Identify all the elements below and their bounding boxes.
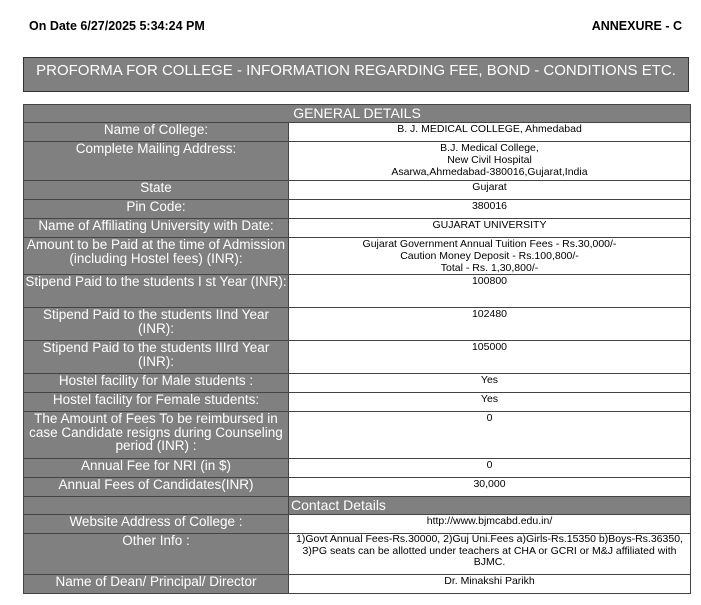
stipend-year2-value: 102480 — [289, 308, 691, 341]
table-row — [24, 515, 691, 534]
address-line: Asarwa,Ahmedabad-380016,Gujarat,India — [391, 166, 588, 178]
table-row — [24, 219, 691, 238]
state-value: Gujarat — [289, 181, 691, 200]
address-line: New Civil Hospital — [447, 154, 532, 166]
table-row — [24, 534, 691, 575]
stipend-year1-label: Stipend Paid to the students I st Year (INR): — [24, 275, 289, 308]
stipend-year3-label: Stipend Paid to the students IIIrd Year (INR): — [24, 341, 289, 374]
dean-label: Name of Dean/ Principal/ Director — [24, 575, 289, 594]
reimburse-label: The Amount of Fees To be reimbursed in case Candidate resigns during Counseling period (INR) : — [24, 412, 289, 459]
fee-line: Total - Rs. 1,30,800/- — [440, 262, 539, 274]
stipend-year3-value: 105000 — [289, 341, 691, 374]
general-details-header: GENERAL DETAILS — [24, 105, 691, 123]
stipend-year1-value: 100800 — [289, 275, 691, 308]
website-link[interactable]: http://www.bjmcabd.edu.in/ — [289, 515, 691, 534]
table-row — [24, 412, 691, 459]
hostel-male-label: Hostel facility for Male students : — [24, 374, 289, 393]
table-row — [24, 275, 691, 308]
hostel-male-value: Yes — [289, 374, 691, 393]
reimburse-value: 0 — [289, 412, 691, 459]
address-label: Complete Mailing Address: — [24, 142, 289, 181]
table-row — [24, 478, 691, 497]
table-row — [24, 393, 691, 412]
university-label: Name of Affiliating University with Date: — [24, 219, 289, 238]
hostel-female-label: Hostel facility for Female students: — [24, 393, 289, 412]
table-row — [24, 575, 691, 594]
admission-amount-label: Amount to be Paid at the time of Admission (including Hostel fees) (INR): — [24, 238, 289, 275]
dean-value: Dr. Minakshi Parikh — [289, 575, 691, 594]
annual-fee-value: 30,000 — [289, 478, 691, 497]
college-info-table — [23, 104, 691, 594]
nri-fee-label: Annual Fee for NRI (in $) — [24, 459, 289, 478]
table-row — [24, 142, 691, 181]
admission-amount-value — [289, 238, 691, 275]
report-date: On Date 6/27/2025 5:34:24 PM — [29, 19, 205, 33]
pin-code-label: Pin Code: — [24, 200, 289, 219]
hostel-female-value: Yes — [289, 393, 691, 412]
annual-fee-label: Annual Fees of Candidates(INR) — [24, 478, 289, 497]
table-row — [24, 200, 691, 219]
university-value: GUJARAT UNIVERSITY — [289, 219, 691, 238]
state-label: State — [24, 181, 289, 200]
table-row — [24, 341, 691, 374]
stipend-year2-label: Stipend Paid to the students IInd Year (INR): — [24, 308, 289, 341]
table-row — [24, 308, 691, 341]
college-name-value: B. J. MEDICAL COLLEGE, Ahmedabad — [289, 123, 691, 142]
college-name-label: Name of College: — [24, 123, 289, 142]
table-row — [24, 123, 691, 142]
nri-fee-value: 0 — [289, 459, 691, 478]
table-row — [24, 459, 691, 478]
annexure-label: ANNEXURE - C — [591, 19, 682, 33]
pin-code-value: 380016 — [289, 200, 691, 219]
other-info-label: Other Info : — [24, 534, 289, 575]
table-row — [24, 238, 691, 275]
website-label: Website Address of College : — [24, 515, 289, 534]
table-row — [24, 374, 691, 393]
table-row — [24, 181, 691, 200]
address-line: B.J. Medical College, — [440, 142, 539, 154]
other-info-value: 1)Govt Annual Fees-Rs.30000, 2)Guj Uni.Fees a)Girls-Rs.15350 b)Boys-Rs.36350, 3)PG seats can be allotted under teachers at CHA or GCRI or M&J affiliated with BJMC. — [289, 534, 691, 575]
address-value — [289, 142, 691, 181]
fee-line: Gujarat Government Annual Tuition Fees - Rs.30,000/- — [362, 238, 617, 250]
document-header — [29, 19, 682, 37]
contact-spacer — [24, 497, 289, 515]
contact-details-header: Contact Details — [289, 497, 691, 515]
fee-line: Caution Money Deposit - Rs.100,800/- — [400, 250, 579, 262]
proforma-title: PROFORMA FOR COLLEGE - INFORMATION REGARDING FEE, BOND - CONDITIONS ETC. — [23, 57, 689, 92]
